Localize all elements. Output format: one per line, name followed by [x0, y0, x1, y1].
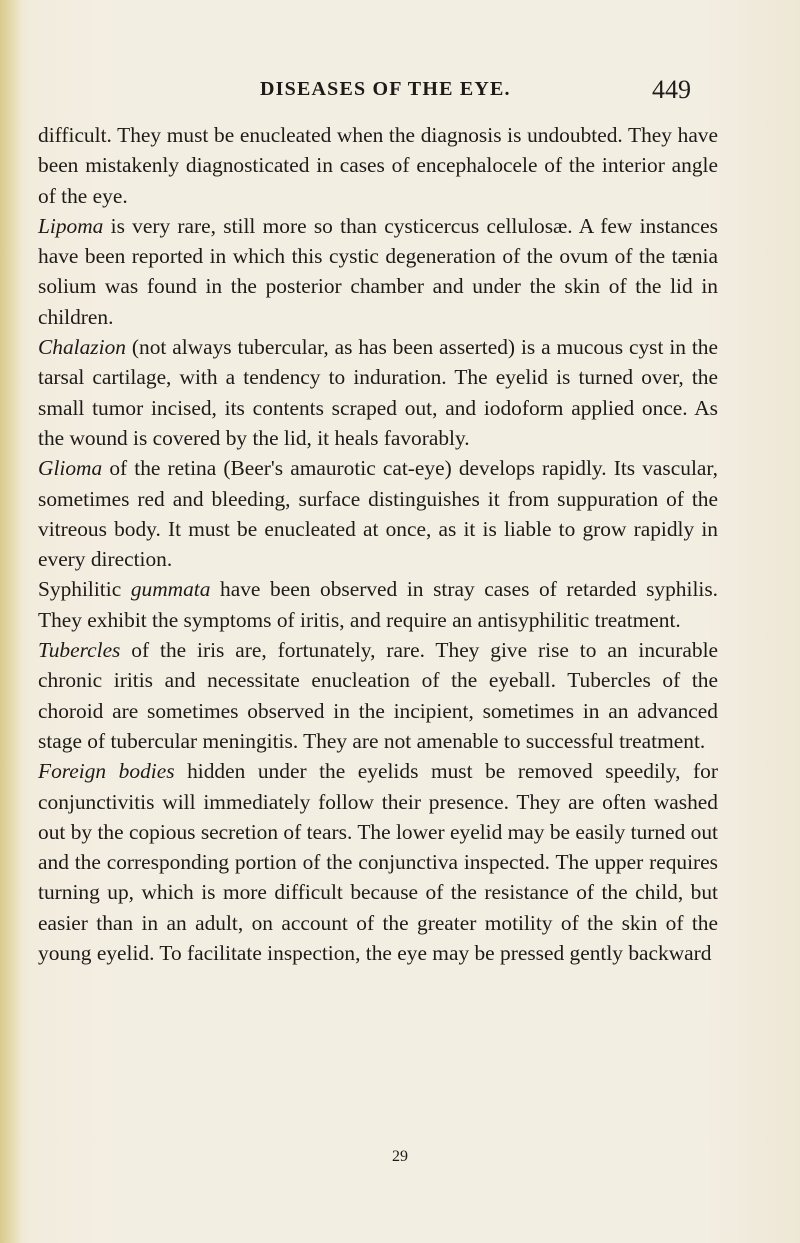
paragraph-text: of the retina (Beer's amaurotic cat-eye) develops rapidly. Its vascular, sometimes red and bleeding, surface distinguishes it from suppuration of the vitreous body. It must be enucleated at once, as it is liable to grow rapidly in every direction.: [38, 456, 718, 572]
paragraph-continuation: [38, 120, 718, 211]
term-prefix: Syphilitic: [38, 577, 131, 602]
page-number: 449: [652, 75, 691, 104]
paragraph-tubercles: [38, 635, 718, 756]
body-text: [38, 120, 718, 968]
paragraph-chalazion: [38, 332, 718, 453]
running-head: [0, 72, 800, 102]
term-lipoma: Lipoma: [38, 213, 104, 238]
page-spine-shadow: [0, 0, 22, 1243]
running-title: DISEASES OF THE EYE.: [260, 78, 511, 100]
term-gummata: gummata: [130, 577, 211, 602]
paragraph-text: hidden under the eyelids must be removed speedily, for conjunctivitis will immediately follow their presence. They are often washed out by the copious secretion of tears. The lower eyelid may be easily turned out and the corresponding portion of the conjunctiva inspected. The upper requires turning up, which is more difficult because of the resistance of the child, but easier than in an adult, on account of the greater motility of the skin of the young eyelid. To facilitate inspection, the eye may be pressed gently backward: [38, 759, 718, 966]
paragraph-text: difficult. They must be enucleated when the diagnosis is undoubted. They have been mistakenly diagnosticated in cases of encephalocele of the interior angle of the eye.: [38, 123, 718, 208]
paragraph-lipoma: [38, 211, 718, 332]
signature-mark: [0, 1148, 800, 1166]
term-tubercles: Tubercles: [38, 638, 121, 663]
paragraph-text: of the iris are, fortunately, rare. They give rise to an incurable chronic iritis and necessitate enucleation of the eyeball. Tubercles of the choroid are sometimes observed in the incipient, sometimes in an advanced stage of tubercular meningitis. They are not amenable to successful treatment.: [38, 638, 718, 753]
paragraph-foreign-bodies: [38, 756, 718, 968]
signature-number: 29: [392, 1148, 408, 1165]
paragraph-text: (not always tubercular, as has been asserted) is a mucous cyst in the tarsal cartilage, with a tendency to induration. The eyelid is turned over, the small tumor incised, its contents scraped out, and iodoform applied once. As the wound is covered by the lid, it heals favorably.: [38, 335, 718, 450]
paragraph-gummata: [38, 574, 718, 635]
paragraph-text: have been observed in stray cases of retarded syphilis. They exhibit the symptoms of iritis, and require an antisyphilitic treatment.: [38, 577, 719, 632]
term-glioma: Glioma: [38, 456, 103, 481]
term-chalazion: Chalazion: [38, 335, 126, 360]
term-foreign-bodies: Foreign bodies: [38, 759, 175, 784]
paragraph-text: is very rare, still more so than cysticercus cellulosæ. A few instances have been reported in which this cystic degeneration of the ovum of the tænia solium was found in the posterior chamber and under the skin of the lid in children.: [38, 213, 718, 329]
paragraph-glioma: [38, 453, 718, 574]
